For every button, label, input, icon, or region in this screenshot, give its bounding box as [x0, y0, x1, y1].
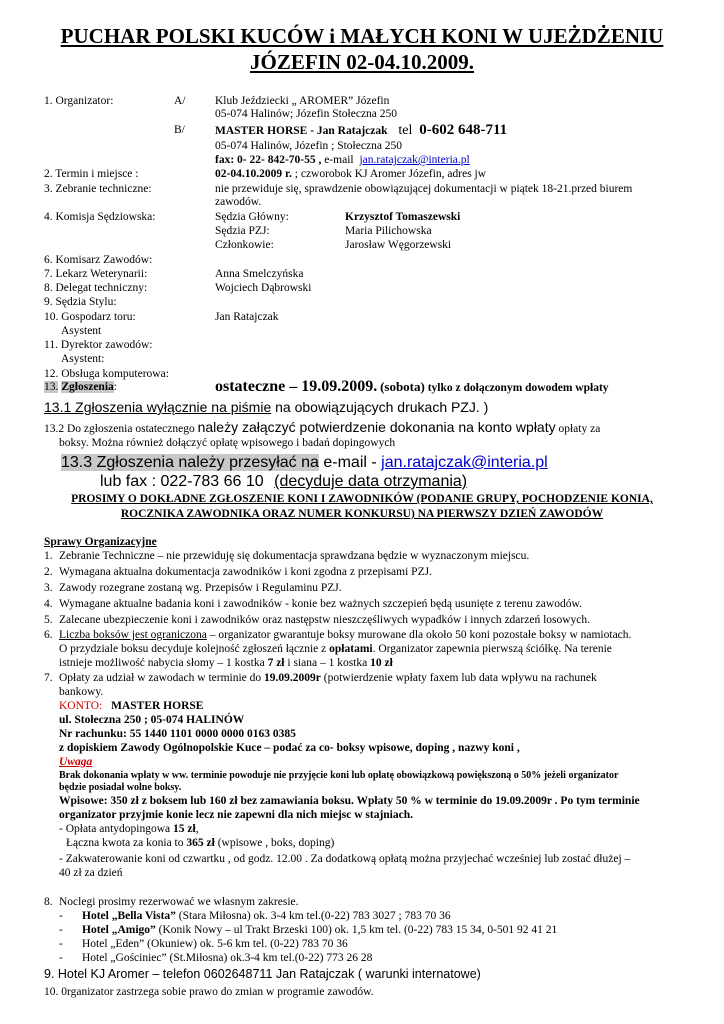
hotel-item-2: [82, 938, 348, 950]
request-line-2: ROCZNIKA ZAWODNIKA ORAZ NUMER KONKURSU) NA PIERWSZY DZIEŃ ZAWODÓW: [120, 508, 604, 520]
straw-text: istnieje możliwość nabycia słomy – 1 kostka: [59, 657, 265, 669]
organizer-a-marker: A/: [174, 95, 186, 107]
entries-number: 13.: [44, 381, 59, 393]
warning-text-2: będzie posiadał wolne boksy.: [59, 782, 182, 793]
organizer-b-contact: [215, 154, 470, 166]
account-holder: MASTER HORSE: [111, 700, 204, 712]
box-allocation: O przydziale boksu decyduje kolejność zgłoszeń łącznie z: [59, 643, 327, 655]
tech-delegate-label: 8. Delegat techniczny:: [44, 282, 148, 294]
vet-label: 7. Lekarz Weterynarii:: [44, 268, 148, 280]
jury-name-2: Jarosław Węgorzewski: [345, 239, 452, 251]
org-item-num-1: 1.: [44, 550, 53, 562]
account-label: KONTO:: [59, 700, 103, 712]
hotel-name-2: Hotel „Eden”: [82, 938, 145, 950]
org-item-1: Zebranie Techniczne – nie przewiduję się dokumentacja sprawdzana będzie w wyznaczonym miejscu.: [59, 550, 530, 562]
stabling-2: 40 zł za dzień: [59, 867, 123, 879]
entries-colon: :: [113, 381, 117, 393]
total-amount: 365 zł: [186, 837, 215, 849]
course-host-assistant: Asystent: [61, 325, 102, 337]
entries-deadline-line: [215, 378, 609, 396]
org-item-num-6: 6.: [44, 629, 53, 641]
boxes-guarantee: – organizator gwarantuje boksy murowane dla około 50 koni pozostałe boksy w namiotach.: [206, 629, 632, 641]
org-item-7-line2: bankowy.: [59, 686, 104, 698]
hotel-detail-1: (Konik Nowy – ul Trakt Brzeski 100) ok. 1,5 km tel. (0-22) 783 15 34, 0-501 92 41 21: [155, 924, 558, 936]
total-line: [66, 837, 334, 849]
entries-13-2-line2: boksy. Można również dołączyć opłatę wpisowego i badań dopingowych: [59, 437, 396, 449]
organizer-b-phone: 0-602 648-711: [419, 122, 508, 138]
style-judge-label: 9. Sędzia Stylu:: [44, 296, 117, 308]
entries-13-3-start: 13.3 Zgłoszenia należy przesyłać na: [61, 454, 319, 471]
hotel-bullet-0: -: [59, 910, 63, 922]
antidoping-comma: ,: [195, 823, 199, 835]
organizer-a-address: 05-074 Halinów; Józefin Stołeczna 250: [215, 108, 398, 120]
entries-fax-note: (decyduje data otrzymania): [274, 473, 468, 490]
course-host-name: Jan Ratajczak: [215, 311, 279, 323]
warning-label: Uwaga: [59, 756, 93, 768]
jury-label: 4. Komisja Sędziowska:: [44, 211, 156, 223]
entries-fax: lub fax : 022-783 66 10: [100, 473, 264, 490]
entries-13-1: [44, 399, 488, 415]
entries-13-3-email-label: e-mail -: [323, 454, 377, 471]
entries-weekday: (sobota): [380, 379, 425, 394]
org-item-num-7: 7.: [44, 672, 53, 684]
page-subtitle: JÓZEFIN 02-04.10.2009.: [249, 50, 474, 74]
org-item-num-2: 2.: [44, 566, 53, 578]
accommodation-heading: Noclegi prosimy rezerwować we własnym zakresie.: [59, 896, 299, 908]
entries-13-1-underlined: 13.1 Zgłoszenia wyłącznie na piśmie: [44, 399, 272, 415]
hotel-bullet-2: -: [59, 938, 63, 950]
hotel-bullet-3: -: [59, 952, 63, 964]
fees-deadline-date: 19.09.2009r: [264, 672, 321, 684]
total-detail: (wpisowe , boks, doping): [217, 837, 335, 849]
entries-13-2-emphasis: należy załączyć potwierdzenie dokonania na konto wpłaty: [197, 419, 556, 435]
org-item-4: Wymagane aktualne badania koni i zawodników - konie bez ważnych szczepień będą usunięte z terenu zawodów.: [59, 598, 582, 610]
fees-confirmation: (potwierdzenie wpłaty faxem lub data wpływu na rachunek: [320, 672, 597, 684]
entries-email-link[interactable]: jan.ratajczak@interia.pl: [381, 454, 548, 471]
vet-name: Anna Smelczyńska: [215, 268, 304, 280]
entries-13-2: [44, 419, 600, 435]
entry-fee-2: organizator przyjmie konie lecz nie zapewni dla nich miejsc w stajniach.: [59, 809, 414, 821]
jury-role-2: Członkowie:: [215, 239, 274, 251]
entries-label: Zgłoszenia: [61, 381, 114, 393]
entries-13-2-end: opłaty za: [558, 423, 601, 435]
account-note: z dopiskiem Zawody Ogólnopolskie Kuce – podać za co- boksy wpisowe, doping , nazwy koni ,: [59, 742, 520, 754]
hotel-name-3: Hotel „Gościniec”: [82, 952, 167, 964]
org-item-num-5: 5.: [44, 614, 53, 626]
organizer-label: 1. Organizator:: [44, 95, 114, 107]
total-text: Łączna kwota za konia to: [66, 837, 184, 849]
hotel-bullet-1: -: [59, 924, 63, 936]
org-item-6-line2: [59, 643, 612, 655]
warning-text-1: Brak dokonania wpłaty w ww. terminie powoduje nie przyjęcie koni lub opłatę obowiązkową powiększoną o 50% jeżeli organizator: [59, 770, 619, 781]
accommodation-num: 8.: [44, 896, 53, 908]
event-place: ; czworobok KJ Aromer Józefin, adres jw: [291, 168, 487, 180]
director-assistant: Asystent:: [61, 353, 105, 365]
organizer-b-name: MASTER HORSE - Jan Ratajczak: [215, 125, 388, 137]
page-title: PUCHAR POLSKI KUCÓW i MAŁYCH KONI W UJEŻDŻENIU: [60, 24, 664, 48]
organizer-b-marker: B/: [174, 124, 185, 136]
hotel-item-0: [82, 910, 451, 922]
box-allocation-fees: opłatami: [329, 643, 373, 655]
org-item-3: Zawody rozegrane zostaną wg. Przepisów i Regulaminu PZJ.: [59, 582, 342, 594]
box-bedding: . Organizator zapewnia pierwszą ściółkę. Na terenie: [372, 643, 612, 655]
hotel-name-1: Hotel „Amigo”: [82, 924, 156, 936]
organizer-reservation: 10. 0rganizator zastrzega sobie prawo do zmian w programie zawodów.: [44, 986, 374, 998]
computer-service-label: 12. Obsługa komputerowa:: [44, 368, 169, 380]
tech-meeting-text-2: zawodów.: [215, 196, 262, 208]
jury-name-0: Krzysztof Tomaszewski: [345, 211, 461, 223]
org-item-2: Wymagana aktualna dokumentacja zawodników i koni zgodna z przepisami PZJ.: [59, 566, 432, 578]
entries-13-2-start: 13.2 Do zgłoszenia ostatecznego: [44, 423, 195, 435]
antidoping-text: - Opłata antydopingowa: [59, 823, 171, 835]
org-item-num-4: 4.: [44, 598, 53, 610]
request-line-1: PROSIMY O DOKŁADNE ZGŁOSZENIE KONI I ZAWODNIKÓW (PODANIE GRUPY, POCHODZENIE KONIA,: [71, 493, 653, 505]
straw-price: 7 zł: [267, 657, 285, 669]
organizer-b-line: [215, 122, 507, 139]
jury-role-0: Sędzia Główny:: [215, 211, 289, 223]
entries-deadline-note: tylko z dołączonym dowodem wpłaty: [427, 382, 609, 394]
entries-line: [44, 381, 117, 393]
jury-role-1: Sędzia PZJ:: [215, 225, 270, 237]
entries-deadline: ostateczne – 19.09.2009.: [215, 378, 378, 395]
hotel-detail-2: (Okuniew) ok. 5-6 km tel. (0-22) 783 70 36: [144, 938, 348, 950]
entries-fax-line: [100, 473, 467, 491]
organizer-b-email-label: e-mail: [324, 154, 354, 166]
antidoping-price: 15 zł: [173, 823, 196, 835]
org-matters-heading: Sprawy Organizacyjne: [44, 536, 157, 548]
org-item-5: Zalecane ubezpieczenie koni i zawodników oraz następstw nieszczęśliwych wypadków i innych zdarzeń losowych.: [59, 614, 591, 626]
event-date: 02-04.10.2009 r.: [215, 168, 292, 180]
stabling-1: - Zakwaterowanie koni od czwartku , od godz. 12.00 . Za dodatkową opłatą można przyjechać wcześniej lub zostać dłużej –: [59, 853, 631, 865]
organizer-b-email-link[interactable]: jan.ratajczak@interia.pl: [359, 154, 470, 166]
hotel-item-3: [82, 952, 372, 964]
hotel-item-1: [82, 924, 557, 936]
org-item-7: [59, 672, 597, 684]
steward-label: 6. Komisarz Zawodów:: [44, 254, 153, 266]
org-item-num-3: 3.: [44, 582, 53, 594]
entries-13-1-rest: na obowiązujących drukach PZJ. ): [271, 399, 489, 415]
course-host-label: 10. Gospodarz toru:: [44, 311, 136, 323]
organizer-b-fax: fax: 0- 22- 842-70-55 ,: [215, 154, 322, 166]
entry-fee-1: Wpisowe: 350 zł z boksem lub 160 zł bez zamawiania boksu. Wpłaty 50 % w terminie do 19.09.2009r . Po tym terminie: [59, 795, 640, 807]
hotel-detail-3: (St.Miłosna) ok.3-4 km tel.(0-22) 773 26 28: [166, 952, 373, 964]
organizer-b-tel-label: tel: [398, 123, 413, 138]
hotel-aromer: 9. Hotel KJ Aromer – telefon 0602648711 Jan Ratajczak ( warunki internatowe): [44, 967, 481, 981]
account-line: [59, 700, 203, 712]
org-item-6-line3: [59, 657, 393, 669]
hay-text: i siana – 1 kostka: [287, 657, 368, 669]
fees-deadline-text: Opłaty za udział w zawodach w terminie do: [59, 672, 262, 684]
account-number: Nr rachunku: 55 1440 1101 0000 0000 0163 0385: [59, 728, 296, 740]
tech-meeting-text-1: nie przewiduje się, sprawdzenie obowiązującej dokumentacji w piątek 18-21.przed biurem: [215, 183, 633, 195]
tech-meeting-label: 3. Zebranie techniczne:: [44, 183, 152, 195]
date-place-value: [215, 168, 486, 180]
hotel-detail-0: (Stara Miłosna) ok. 3-4 km tel.(0-22) 783 3027 ; 783 70 36: [175, 910, 451, 922]
jury-name-1: Maria Pilichowska: [345, 225, 432, 237]
antidoping-line: [59, 823, 199, 835]
entries-13-3: [61, 454, 548, 472]
boxes-limited: Liczba boksów jest ograniczona: [59, 629, 207, 641]
hotel-name-0: Hotel „Bella Vista”: [82, 910, 176, 922]
date-place-label: 2. Termin i miejsce :: [44, 168, 139, 180]
hay-price: 10 zł: [370, 657, 393, 669]
organizer-b-address: 05-074 Halinów, Józefin ; Stołeczna 250: [215, 140, 403, 152]
organizer-a-name: Klub Jeździecki „ AROMER” Józefin: [215, 95, 390, 107]
tech-delegate-name: Wojciech Dąbrowski: [215, 282, 312, 294]
org-item-6: [59, 629, 631, 641]
director-label: 11. Dyrektor zawodów:: [44, 339, 153, 351]
account-address: ul. Stołeczna 250 ; 05-074 HALINÓW: [59, 714, 245, 726]
